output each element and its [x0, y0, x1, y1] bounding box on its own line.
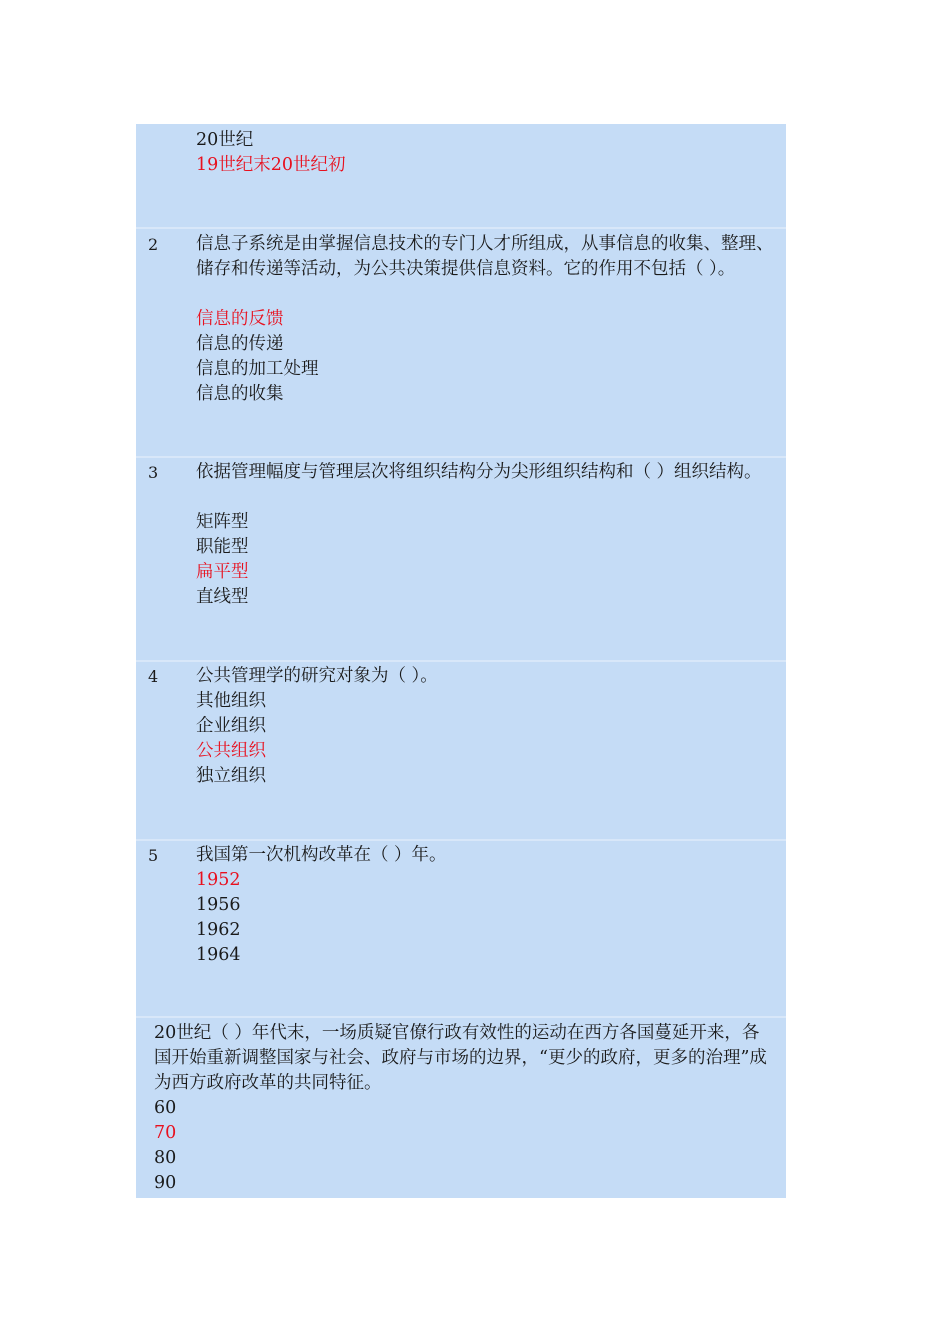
- row-divider: [136, 456, 786, 458]
- q2-option-b[interactable]: 信息的传递: [196, 334, 284, 354]
- q3-option-b[interactable]: 职能型: [196, 537, 249, 557]
- q5-options: [196, 868, 241, 968]
- question-number: 4: [148, 667, 159, 686]
- q3-option-c-correct[interactable]: 扁平型: [196, 562, 249, 582]
- q1-option-b-correct[interactable]: 19世纪末20世纪初: [196, 155, 346, 175]
- q6-options: [154, 1096, 176, 1196]
- q5-option-a-correct[interactable]: 1952: [196, 870, 241, 890]
- q2-options: [196, 307, 319, 407]
- question-number: 2: [148, 235, 159, 254]
- row-divider: [136, 1016, 786, 1018]
- q5-option-d[interactable]: 1964: [196, 945, 241, 965]
- q3-option-d[interactable]: 直线型: [196, 587, 249, 607]
- q6-option-b-correct[interactable]: 70: [154, 1123, 177, 1143]
- q1-options: [196, 128, 346, 178]
- row-divider: [136, 660, 786, 662]
- question-text: 我国第一次机构改革在（ ）年。: [196, 845, 447, 865]
- q4-option-b[interactable]: 企业组织: [196, 716, 266, 736]
- question-panel: [136, 124, 786, 1198]
- q6-option-d[interactable]: 90: [154, 1173, 177, 1193]
- question-text: 20世纪（ ）年代末，一场质疑官僚行政有效性的运动在西方各国蔓延开来，各国开始重新调整国家与社会、政府与市场的边界，“更少的政府，更多的治理”成为西方政府改革的共同特征。: [154, 1023, 767, 1093]
- question-number: 5: [148, 846, 159, 865]
- q5-option-c[interactable]: 1962: [196, 920, 241, 940]
- row-divider: [136, 839, 786, 841]
- q1-option-a[interactable]: 20世纪: [196, 130, 254, 150]
- q6-option-a[interactable]: 60: [154, 1098, 177, 1118]
- question-text: 公共管理学的研究对象为（ ）。: [196, 666, 438, 686]
- q4-options: [196, 689, 266, 789]
- q2-option-c[interactable]: 信息的加工处理: [196, 359, 319, 379]
- question-text: 依据管理幅度与管理层次将组织结构分为尖形组织结构和（ ）组织结构。: [196, 462, 762, 482]
- q6-option-c[interactable]: 80: [154, 1148, 177, 1168]
- row-divider: [136, 227, 786, 229]
- q2-option-a-correct[interactable]: 信息的反馈: [196, 309, 284, 329]
- q3-option-a[interactable]: 矩阵型: [196, 512, 249, 532]
- q5-option-b[interactable]: 1956: [196, 895, 241, 915]
- q4-option-a[interactable]: 其他组织: [196, 691, 266, 711]
- q2-option-d[interactable]: 信息的收集: [196, 384, 284, 404]
- question-number: 3: [148, 463, 159, 482]
- question-text: 信息子系统是由掌握信息技术的专门人才所组成，从事信息的收集、整理、储存和传递等活动，为公共决策提供信息资料。它的作用不包括（ ）。: [196, 234, 774, 279]
- q3-options: [196, 510, 249, 610]
- q4-option-c-correct[interactable]: 公共组织: [196, 741, 266, 761]
- q4-option-d[interactable]: 独立组织: [196, 766, 266, 786]
